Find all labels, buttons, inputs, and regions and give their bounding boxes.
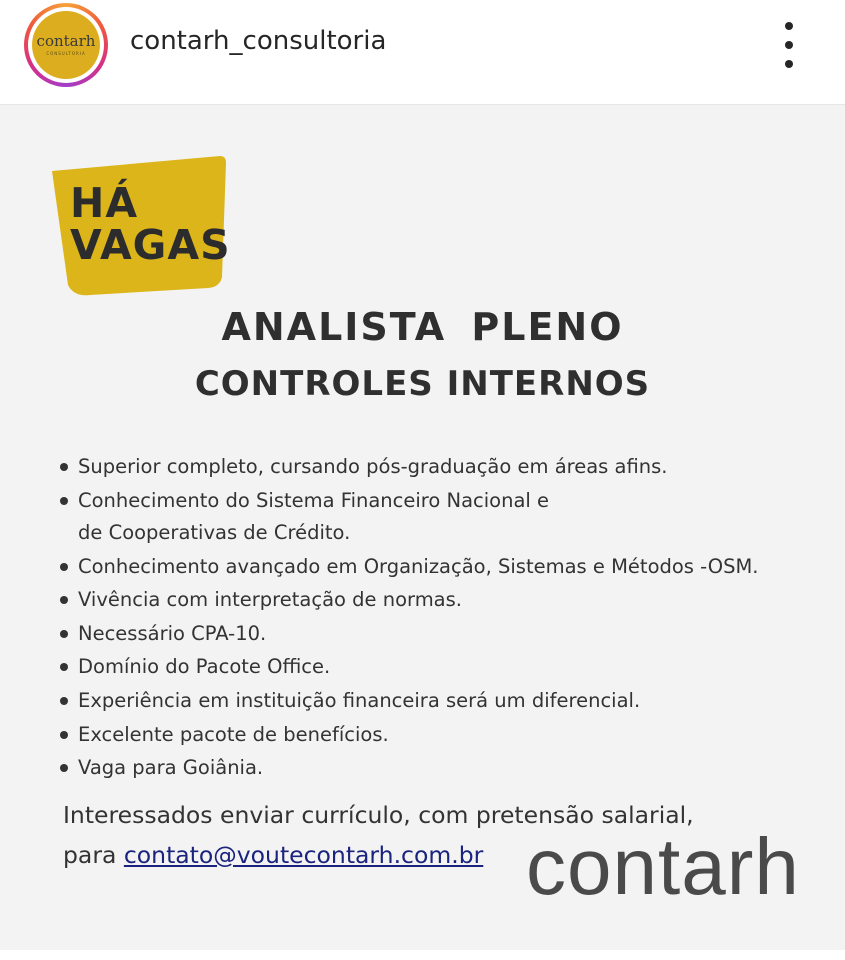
avatar-logo-subtext: CONSULTORIA <box>46 51 86 56</box>
list-item: Necessário CPA-10. <box>60 617 759 651</box>
list-item: Experiência em instituição financeira será um diferencial. <box>60 684 759 718</box>
badge-line-2: VAGAS <box>70 221 231 269</box>
avatar-logo-text: contarh <box>36 32 96 50</box>
job-department: CONTROLES INTERNOS <box>194 364 651 404</box>
list-item: Vaga para Goiânia. <box>60 751 759 785</box>
list-item-line: Conhecimento do Sistema Financeiro Nacional e <box>78 488 550 512</box>
hiring-badge <box>70 179 231 269</box>
list-item: Conhecimento avançado em Organização, Sistemas e Métodos -OSM. <box>60 550 759 584</box>
requirements-list <box>60 450 759 785</box>
list-item: Superior completo, cursando pós-graduação em áreas afins. <box>60 450 759 484</box>
dot <box>785 22 793 30</box>
action-bar-edge <box>0 950 845 960</box>
profile-avatar[interactable] <box>24 3 108 87</box>
list-item-line: de Cooperativas de Crédito. <box>78 520 351 544</box>
dot <box>785 60 793 68</box>
dot <box>785 41 793 49</box>
post-image[interactable] <box>0 105 845 950</box>
list-item: Domínio do Pacote Office. <box>60 650 759 684</box>
avatar-logo <box>32 11 100 79</box>
list-item <box>60 484 759 550</box>
badge-line-1: HÁ <box>70 179 139 227</box>
email-link[interactable]: contato@voutecontarh.com.br <box>123 841 484 869</box>
more-options-icon[interactable] <box>774 22 804 68</box>
list-item: Excelente pacote de benefícios. <box>60 718 759 752</box>
cta-line-1: Interessados enviar currículo, com pretensão salarial, <box>63 801 694 829</box>
cta-prefix: para <box>63 841 117 869</box>
brand-logo: contarh <box>526 822 800 911</box>
username-link[interactable]: contarh_consultoria <box>130 26 387 56</box>
list-item: Vivência com interpretação de normas. <box>60 583 759 617</box>
post-header <box>0 0 845 105</box>
job-title: ANALISTA PLENO <box>221 305 624 349</box>
